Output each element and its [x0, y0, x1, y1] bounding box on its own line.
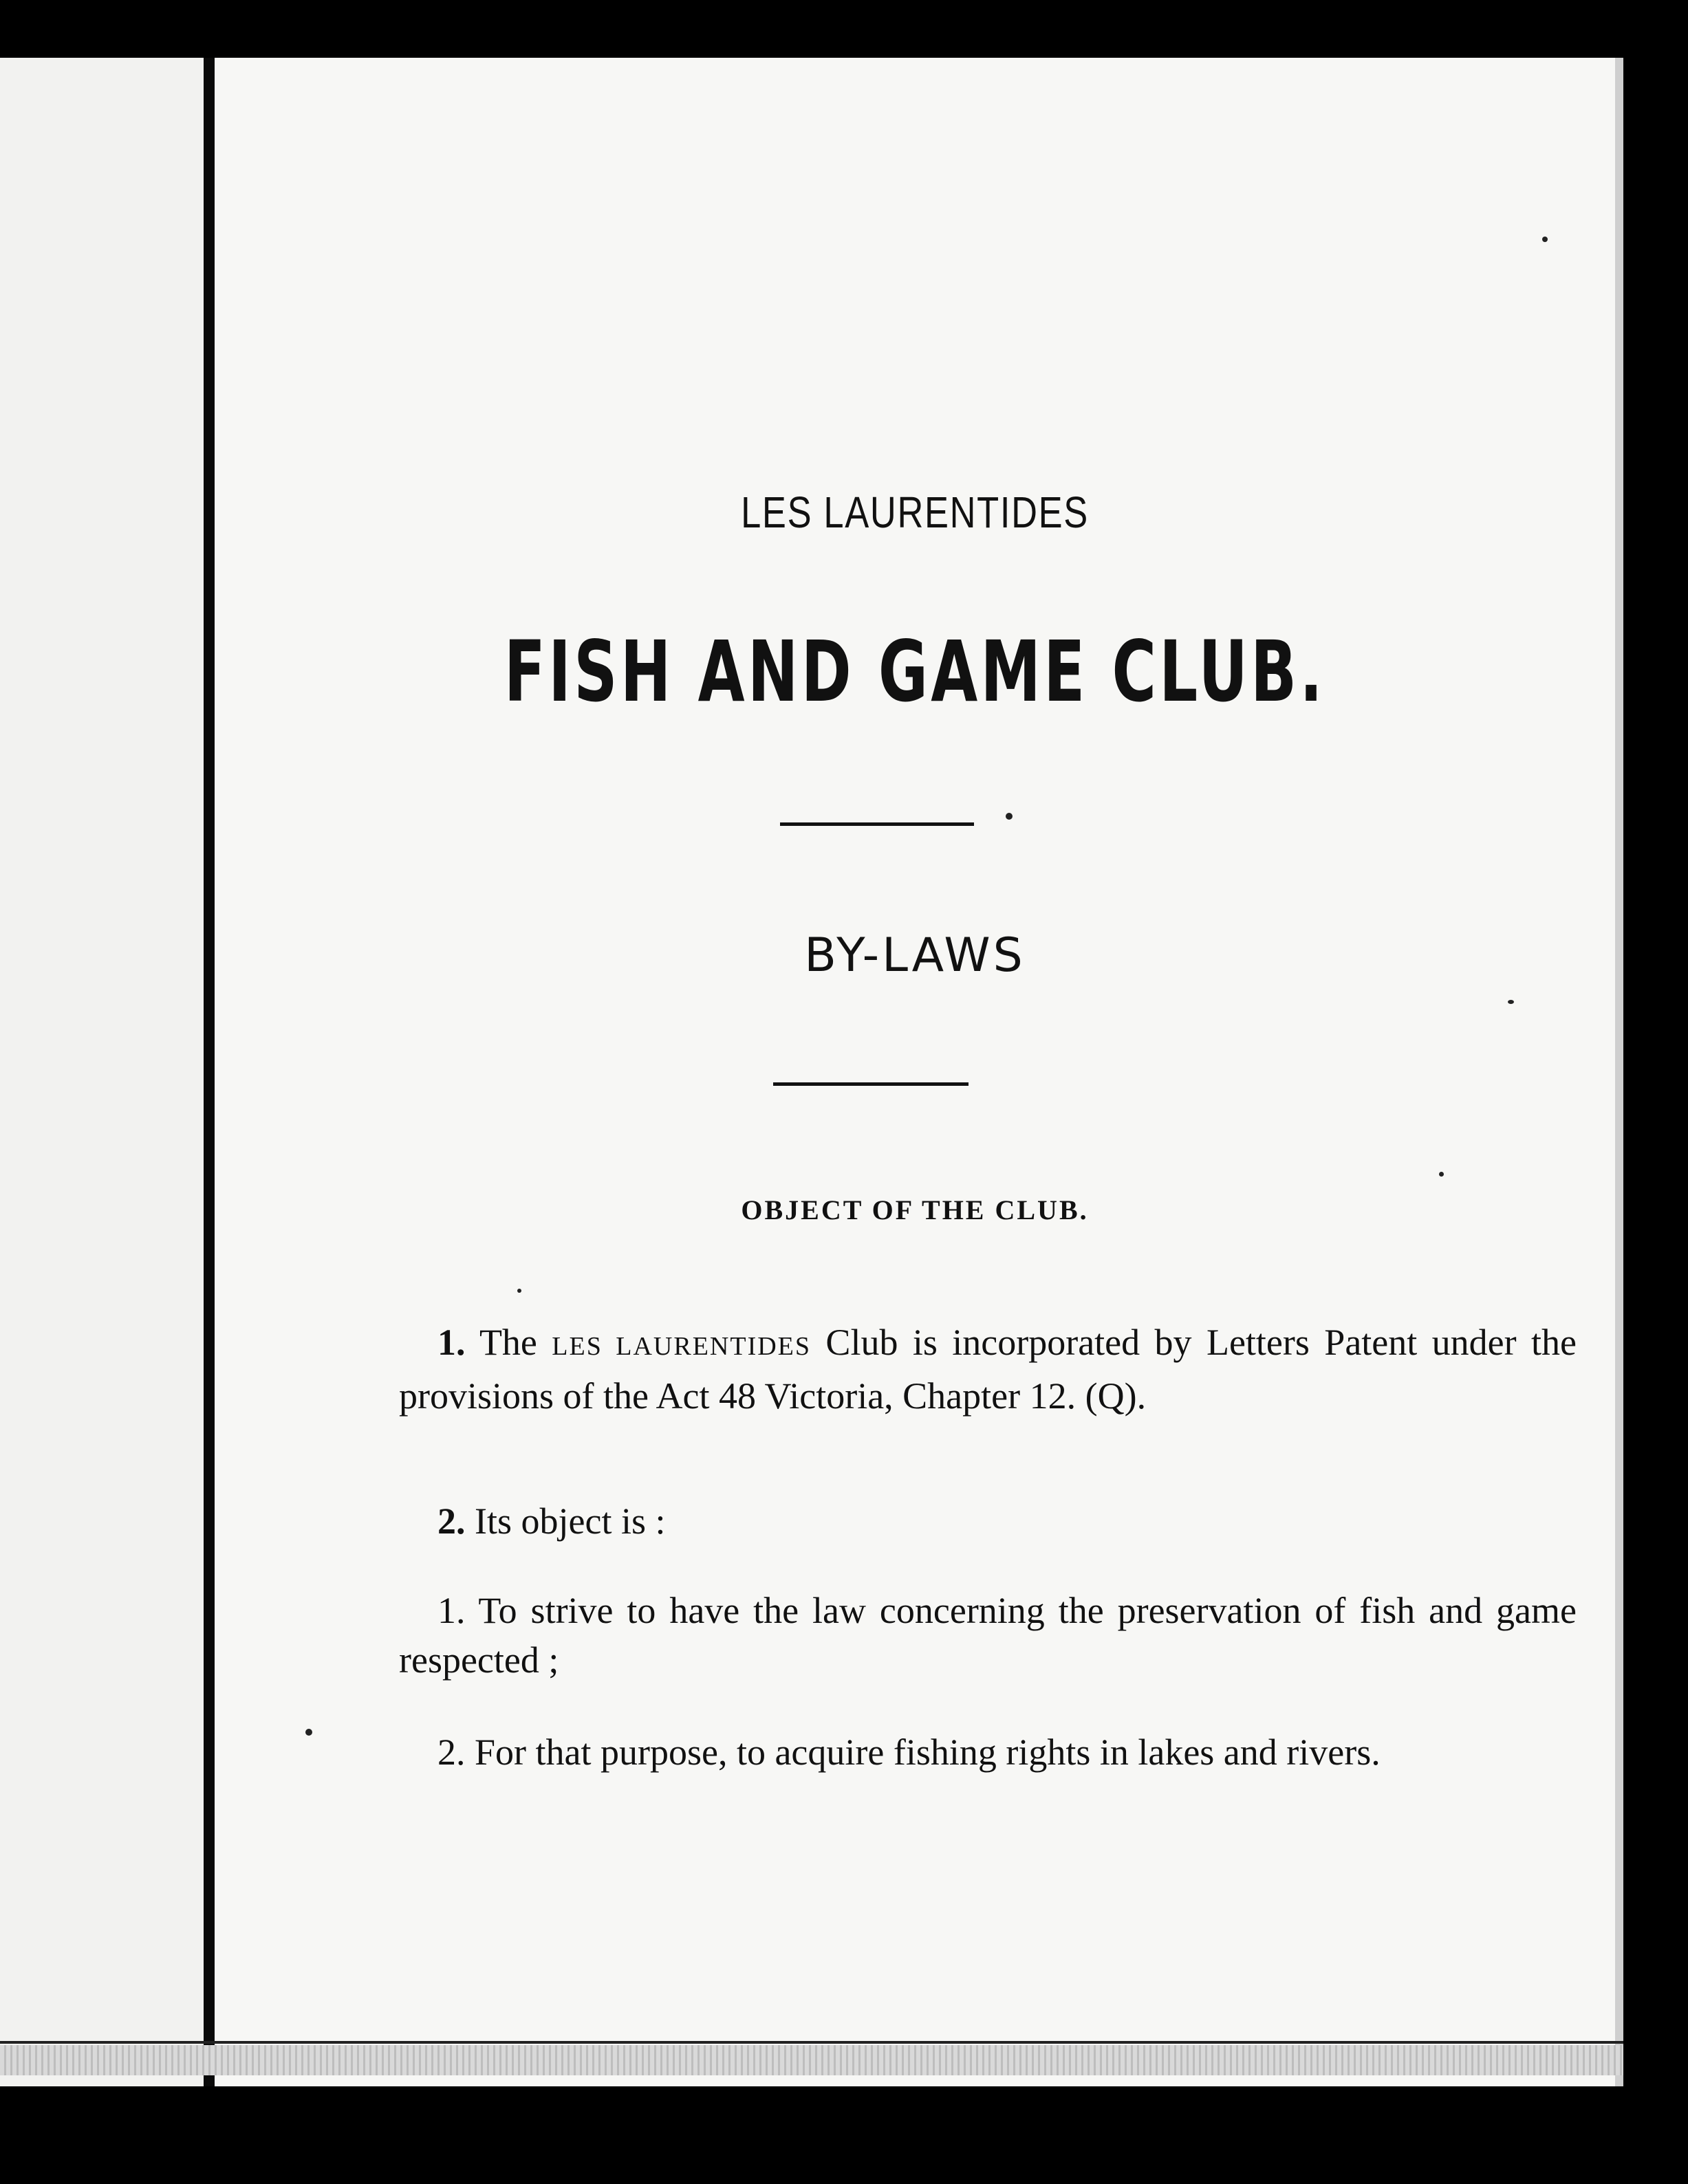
- scan-speck: [1439, 1172, 1444, 1177]
- paragraph-text: Club is incorporated by Letters Patent under the provisions of the Act 48 Victoria, Chapter 12. (Q).: [399, 1322, 1577, 1417]
- left-page-margin: [0, 58, 204, 2086]
- scan-speck: [1006, 813, 1013, 820]
- divider-rule-top: [780, 822, 974, 826]
- paragraph-number: 1.: [437, 1322, 466, 1363]
- club-name-line: LES LAURENTIDES: [741, 488, 1089, 537]
- page-title: FISH AND GAME CLUB.: [504, 623, 1326, 721]
- page-edge-bottom-rule: [0, 2041, 1623, 2044]
- document-subtitle: BY-LAWS: [804, 928, 1026, 983]
- paragraph-1: [399, 1318, 1577, 1421]
- divider-rule-bottom: [773, 1082, 969, 1086]
- document-page: [215, 58, 1615, 2086]
- club-name-small-caps: LES LAURENTIDES: [552, 1332, 812, 1361]
- page-edge-bottom: [0, 2045, 1623, 2075]
- sub-item-2: 2. For that purpose, to acquire fishing rights in lakes and rivers.: [437, 1732, 1381, 1773]
- paragraph-lead: The: [479, 1322, 537, 1363]
- sub-item-1: 1. To strive to have the law concerning the preservation of fish and game respected ;: [399, 1590, 1577, 1681]
- paragraph-number: 2.: [437, 1500, 466, 1542]
- paragraph-2: [399, 1496, 1577, 1546]
- scan-speck: [1508, 1000, 1514, 1004]
- paragraph-text: Its object is :: [475, 1500, 666, 1542]
- scan-speck: [1542, 237, 1548, 242]
- scan-speck: [517, 1289, 521, 1293]
- section-heading: OBJECT OF THE CLUB.: [741, 1194, 1089, 1225]
- book-spine: [204, 58, 215, 2086]
- scan-speck: [305, 1729, 312, 1736]
- page-edge-right: [1615, 58, 1623, 2086]
